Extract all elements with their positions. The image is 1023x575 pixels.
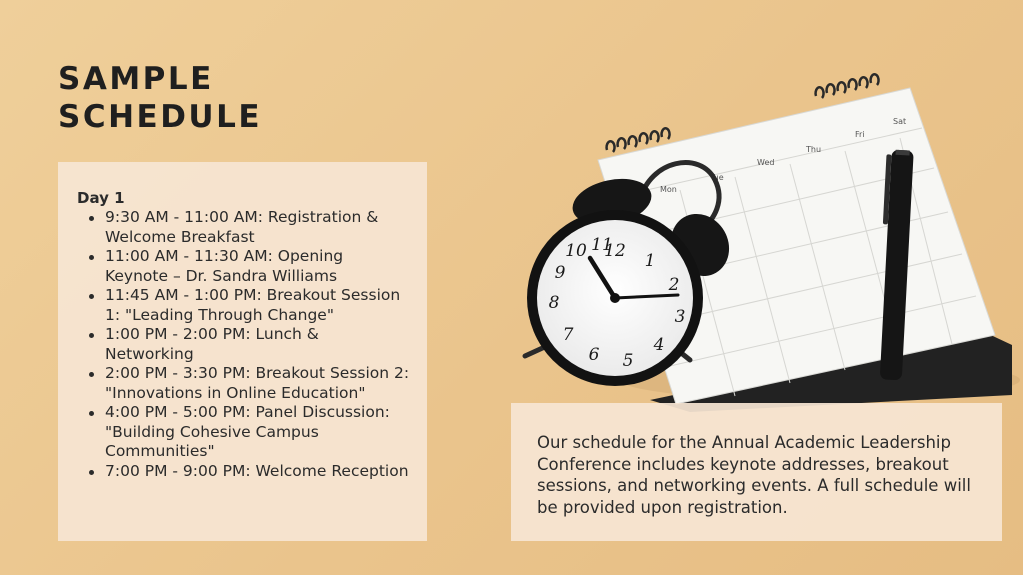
- clock-numeral: 11: [591, 235, 613, 255]
- schedule-list: [77, 208, 411, 481]
- clock-numeral: 10: [565, 241, 587, 261]
- calendar-day-label: Fri: [855, 130, 865, 139]
- calendar-clock-photo: [500, 55, 1023, 415]
- day-heading: Day 1: [77, 189, 125, 207]
- description-text: Our schedule for the Annual Academic Leadership Conference includes keynote addresses, breakout sessions, and networking events. A full schedule will be provided upon registration.: [537, 433, 971, 517]
- calendar-day-label: Mon: [660, 185, 677, 194]
- schedule-item: 7:00 PM - 9:00 PM: Welcome Reception: [77, 462, 411, 482]
- calendar-day-label: Sat: [893, 117, 907, 126]
- clock-numeral: 4: [653, 335, 665, 355]
- schedule-item: 2:00 PM - 3:30 PM: Breakout Session 2: "Innovations in Online Education": [77, 364, 411, 403]
- clock-numeral: 3: [674, 307, 686, 327]
- schedule-item: 11:45 AM - 1:00 PM: Breakout Session 1: "Leading Through Change": [77, 286, 411, 325]
- description-panel: [511, 403, 1002, 541]
- schedule-item: 11:00 AM - 11:30 AM: Opening Keynote – Dr. Sandra Williams: [77, 247, 411, 286]
- calendar-day-label: Wed: [757, 158, 775, 167]
- clock-numeral: 5: [622, 351, 634, 371]
- clock-numeral: 12: [604, 241, 626, 261]
- title-line-2: SCHEDULE: [58, 99, 263, 135]
- slide-title: [58, 60, 262, 136]
- schedule-item: 9:30 AM - 11:00 AM: Registration & Welcome Breakfast: [77, 208, 411, 247]
- calendar-day-label: Tue: [710, 173, 724, 182]
- clock-numeral: 7: [562, 325, 574, 345]
- schedule-panel: [58, 162, 427, 541]
- schedule-item: 1:00 PM - 2:00 PM: Lunch & Networking: [77, 325, 411, 364]
- title-line-1: SAMPLE: [58, 61, 214, 97]
- calendar-day-label: Thu: [806, 145, 822, 154]
- clock-numeral: 2: [668, 275, 680, 295]
- schedule-item: 4:00 PM - 5:00 PM: Panel Discussion: "Building Cohesive Campus Communities": [77, 403, 411, 462]
- clock-numeral: 9: [554, 263, 566, 283]
- clock-numeral: 8: [548, 293, 560, 313]
- clock-numeral: 1: [644, 251, 656, 271]
- clock-numeral: 6: [588, 345, 600, 365]
